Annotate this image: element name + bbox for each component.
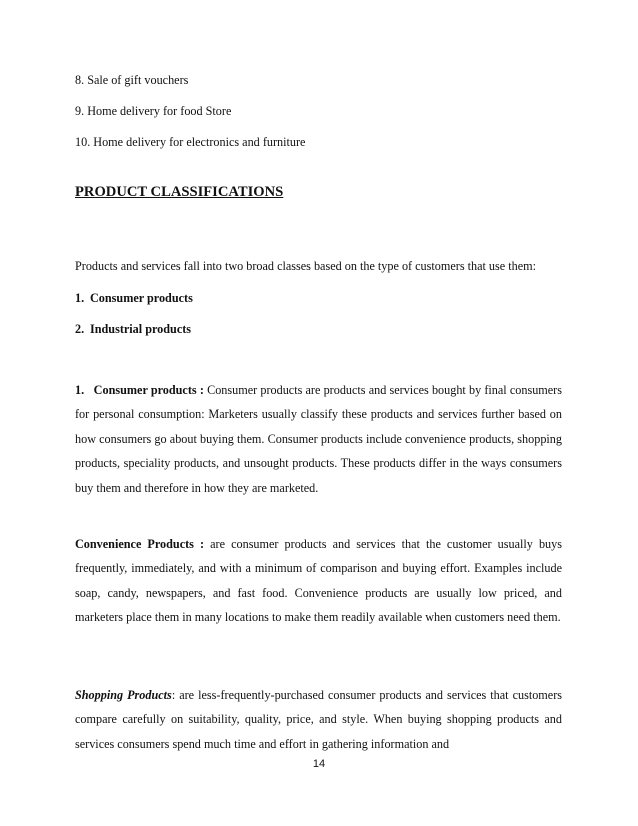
convenience-products-label: Convenience Products : (75, 537, 205, 551)
class-label: Consumer products (90, 291, 193, 305)
class-number: 1. (75, 291, 85, 305)
shopping-products-text: : are less-frequently-purchased consumer products and services that customers compare carefully on suitability, quality, price, and style. When buying shopping products and services consumers spend much time and effort in gathering information and (75, 688, 562, 751)
class-label: Industrial products (90, 322, 192, 336)
class-number: 2. (75, 322, 85, 336)
list-item: 8. Sale of gift vouchers (75, 73, 189, 87)
list-item: 9. Home delivery for food Store (75, 104, 232, 118)
shopping-products-label: Shopping Products (75, 688, 172, 702)
consumer-products-text: Consumer products are products and services bought by final consumers for personal consumption: Marketers usually classify these products and services further based on how consumers go about buying them. Consumer products include convenience products, shopping products, speciality products, and unsought products. These products differ in the ways consumers buy them and therefore in how they are marketed. (75, 383, 562, 495)
convenience-products-paragraph (75, 532, 562, 630)
convenience-products-text: are consumer products and services that the customer usually buys frequently, immediately, and with a minimum of comparison and buying effort. Examples include soap, candy, newspapers, and fast food. Convenience products are usually low priced, and marketers place them in many locations to make them readily available when customers need them. (75, 537, 562, 625)
shopping-products-paragraph (75, 683, 562, 756)
intro-paragraph: Products and services fall into two broad classes based on the type of customers that use them: (75, 259, 536, 273)
page-number: 14 (312, 758, 326, 770)
section-title: PRODUCT CLASSIFICATIONS (75, 184, 284, 200)
class-item-industrial (75, 321, 191, 337)
list-item: 10. Home delivery for electronics and furniture (75, 135, 306, 149)
class-item-consumer (75, 290, 193, 306)
consumer-products-paragraph (75, 378, 562, 500)
consumer-products-label: 1. Consumer products : (75, 383, 204, 397)
